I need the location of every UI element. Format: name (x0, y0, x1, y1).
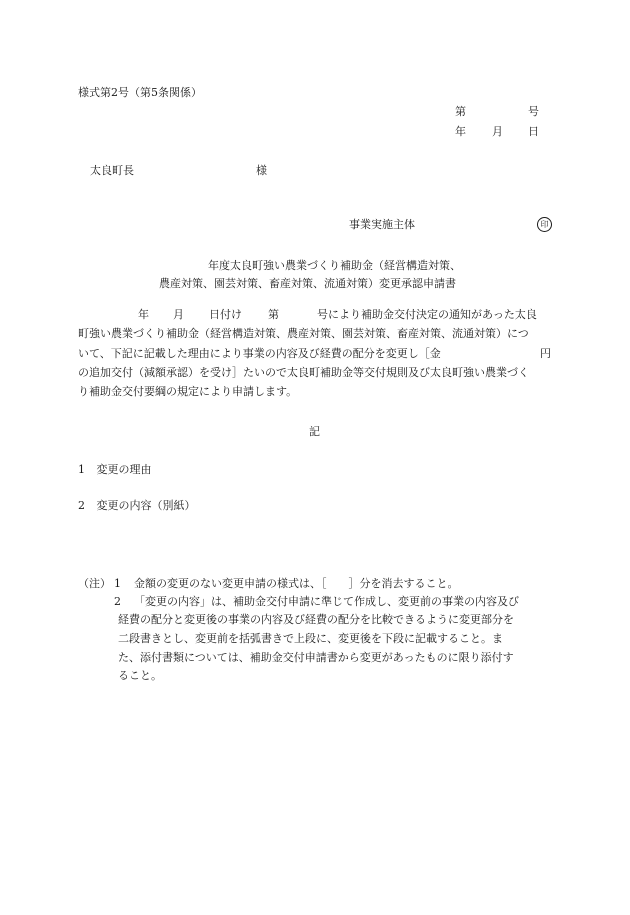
note-2-line-1: 「変更の内容」は、補助金交付申請に準じて作成し、変更前の事業の内容及び (134, 595, 519, 608)
item-2 (78, 498, 196, 513)
body-yen: 円 (540, 347, 551, 360)
date-day: 日 (528, 125, 539, 138)
seal-mark (537, 216, 552, 232)
body-day: 日付け (209, 308, 242, 321)
body-line-4: の追加交付（減額承認）を受け］たいので太良町補助金等交付規則及び太良町強い農業づく (78, 366, 529, 379)
addressee-honorific: 様 (256, 164, 267, 177)
number-suffix: 号 (528, 105, 539, 118)
note-2-line-2: 経費の配分と変更後の事業の内容及び経費の配分を比較できるように変更部分を (118, 613, 514, 626)
note-1-text: 金額の変更のない変更申請の様式は、［ ］分を消去すること。 (134, 577, 459, 590)
notes-label: （注） (78, 577, 111, 590)
body-no: 第 (268, 308, 279, 321)
date-year: 年 (455, 125, 466, 138)
body-line-2: 町強い農業づくり補助金（経営構造対策、農産対策、園芸対策、畜産対策、流通対策）につ (78, 327, 529, 340)
form-label: 様式第2号（第5条関係） (78, 86, 202, 99)
applicant-label: 事業実施主体 (349, 218, 415, 231)
note-2-line-4: た、添付書類については、補助金交付申請書から変更があったものに限り添付す (118, 651, 514, 664)
note-2-line-5: ること。 (118, 669, 162, 682)
addressee-name: 太良町長 (90, 164, 134, 177)
item-1 (78, 462, 152, 477)
body-year: 年 (138, 308, 149, 321)
date-month: 月 (492, 125, 503, 138)
item-number: 2 (78, 499, 85, 512)
seal-icon: 印 (537, 217, 552, 232)
body-line-1-rest: 号により補助金交付決定の通知があった太良 (317, 308, 537, 321)
item-text: 変更の理由 (96, 463, 152, 476)
body-line-3-text: いて、下記に記載した理由により事業の内容及び経費の配分を変更し［金 (78, 347, 441, 360)
note-2-number: 2 (114, 595, 121, 608)
ki-heading: 記 (309, 425, 320, 438)
note-2-line-3: 二段書きとし、変更前を括弧書きで上段に、変更後を下段に記載すること。ま (118, 632, 503, 645)
note-1-number: 1 (114, 577, 121, 590)
title-line-2: 農産対策、園芸対策、畜産対策、流通対策）変更承認申請書 (159, 277, 456, 290)
title-line-1: 年度太良町強い農業づくり補助金（経営構造対策、 (208, 259, 461, 272)
item-number: 1 (78, 463, 85, 476)
body-line-5: り補助金交付要綱の規定により申請します。 (78, 385, 298, 398)
number-prefix: 第 (455, 105, 466, 118)
body-month: 月 (173, 308, 184, 321)
item-text: 変更の内容（別紙） (96, 499, 196, 512)
